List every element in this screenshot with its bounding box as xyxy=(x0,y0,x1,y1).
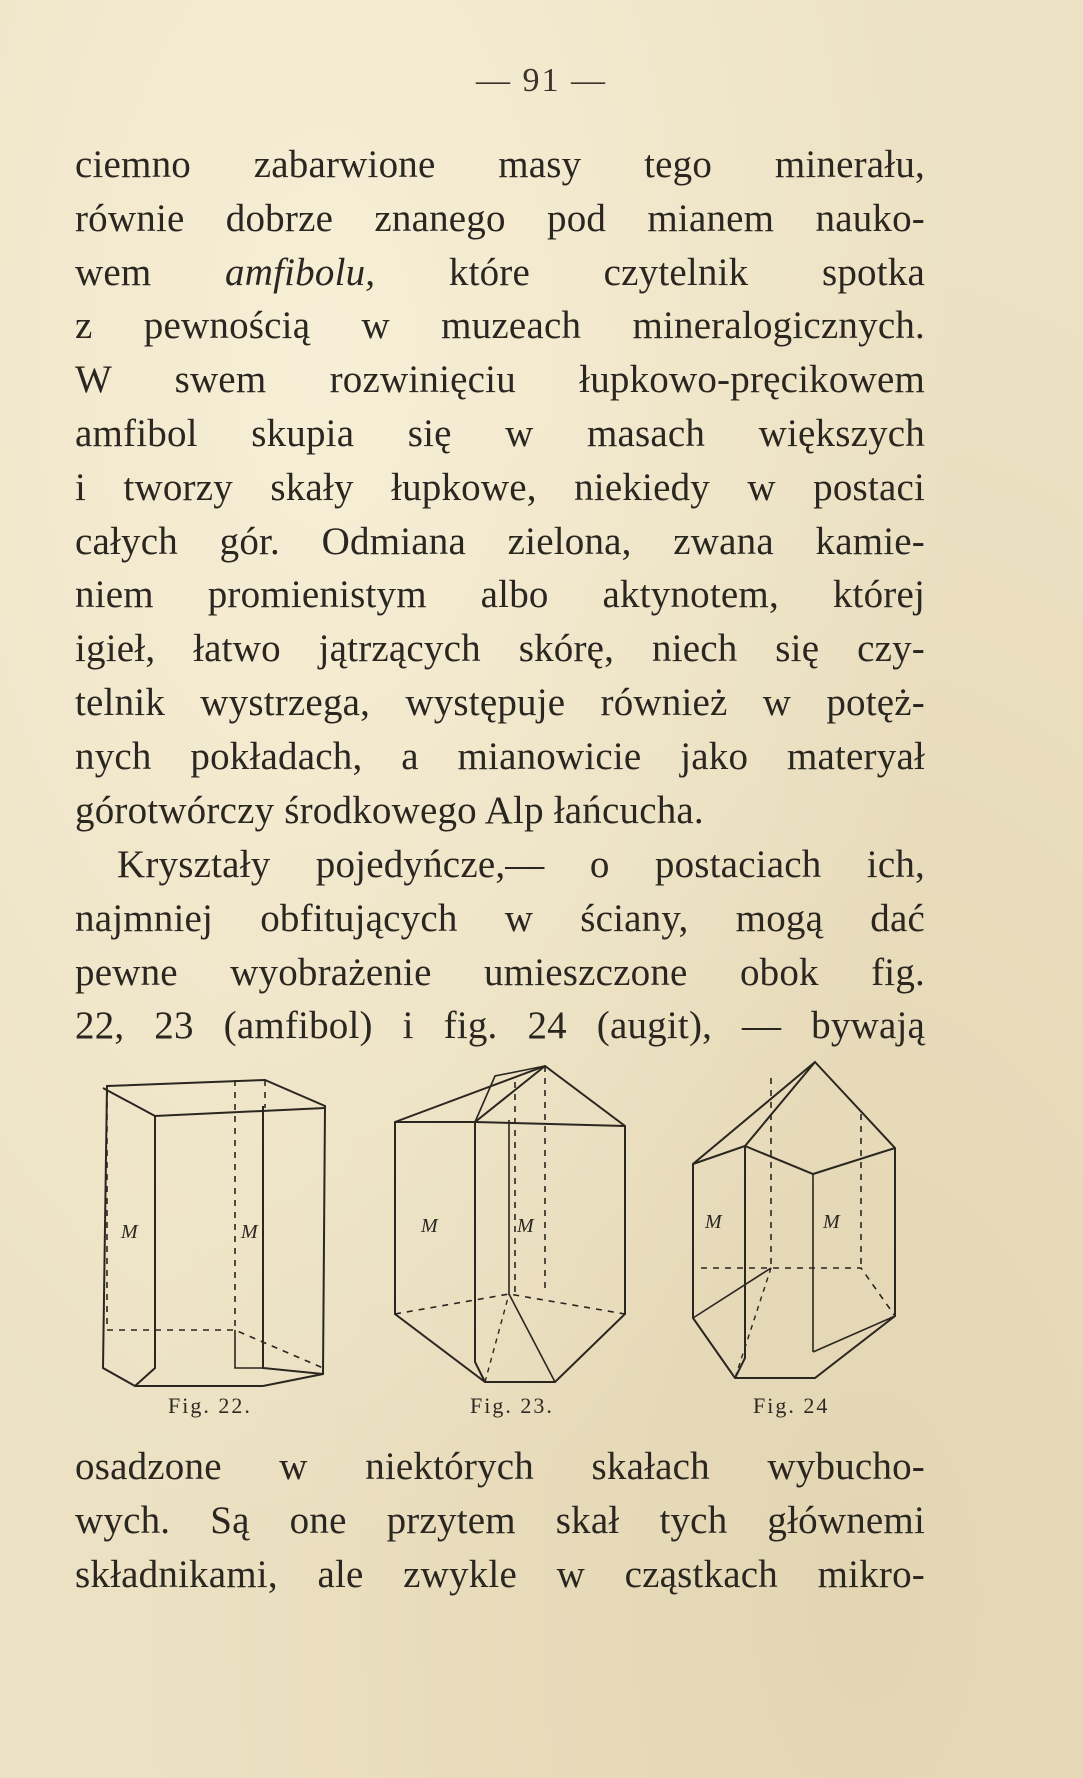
text-line: z pewnością w muzeach mineralogicznych. xyxy=(75,304,925,348)
face-label: M xyxy=(517,1215,534,1237)
text-run: wem xyxy=(75,250,226,294)
text-line: składnikami, ale zwykle w cząstkach mikro- xyxy=(75,1552,925,1596)
text-line: Kryształy pojedyńcze,— o postaciach ich, xyxy=(117,843,925,886)
text-line: amfibol skupia się w masach większych xyxy=(75,411,925,455)
face-label: M xyxy=(823,1211,840,1233)
crystal-figure-24 xyxy=(685,1058,915,1388)
text-line: górotwórczy środkowego Alp łańcucha. xyxy=(75,788,704,832)
paragraph-2 xyxy=(75,838,925,1053)
text-line: W swem rozwinięciu łupkowo-pręcikowem xyxy=(75,358,925,402)
figure-caption: Fig. 24 xyxy=(753,1393,830,1418)
face-label: M xyxy=(705,1211,722,1233)
text-line: i tworzy skały łupkowe, niekiedy w postaci xyxy=(75,465,925,509)
italic-term: amfibolu, xyxy=(225,250,376,294)
text-run: które czytelnik spotka xyxy=(375,250,925,294)
crystal-figure-22 xyxy=(95,1068,335,1388)
text-line: igieł, łatwo jątrzących skórę, niech się czy- xyxy=(75,627,925,671)
face-label: M xyxy=(421,1215,438,1237)
figure-caption: Fig. 22. xyxy=(168,1393,252,1418)
text-line: osadzone w niektórych skałach wybucho- xyxy=(75,1445,925,1488)
text-line: równie dobrze znanego pod mianem nauko- xyxy=(75,196,925,240)
figure-caption: Fig. 23. xyxy=(470,1393,554,1418)
text-line: 22, 23 (amfibol) i fig. 24 (augit), — bywają xyxy=(75,1004,925,1048)
crystal-figure-23 xyxy=(385,1062,635,1392)
paragraph-1 xyxy=(75,138,925,837)
text-line: niem promienistym albo aktynotem, której xyxy=(75,573,925,617)
text-line: ciemno zabarwione masy tego minerału, xyxy=(75,143,925,186)
text-line: nych pokładach, a mianowicie jako materyał xyxy=(75,734,925,778)
paragraph-3 xyxy=(75,1440,925,1601)
text-line: wych. Są one przytem skał tych głównemi xyxy=(75,1498,925,1542)
text-line xyxy=(75,246,925,300)
text-line: pewne wyobrażenie umieszczone obok fig. xyxy=(75,950,925,994)
face-label: M xyxy=(121,1221,138,1243)
text-line: całych gór. Odmiana zielona, zwana kamie- xyxy=(75,519,925,563)
text-line: telnik wystrzega, występuje również w potęż- xyxy=(75,680,925,724)
face-label: M xyxy=(241,1221,258,1243)
page-number: — 91 — xyxy=(476,62,607,99)
text-line: najmniej obfitujących w ściany, mogą dać xyxy=(75,896,925,940)
